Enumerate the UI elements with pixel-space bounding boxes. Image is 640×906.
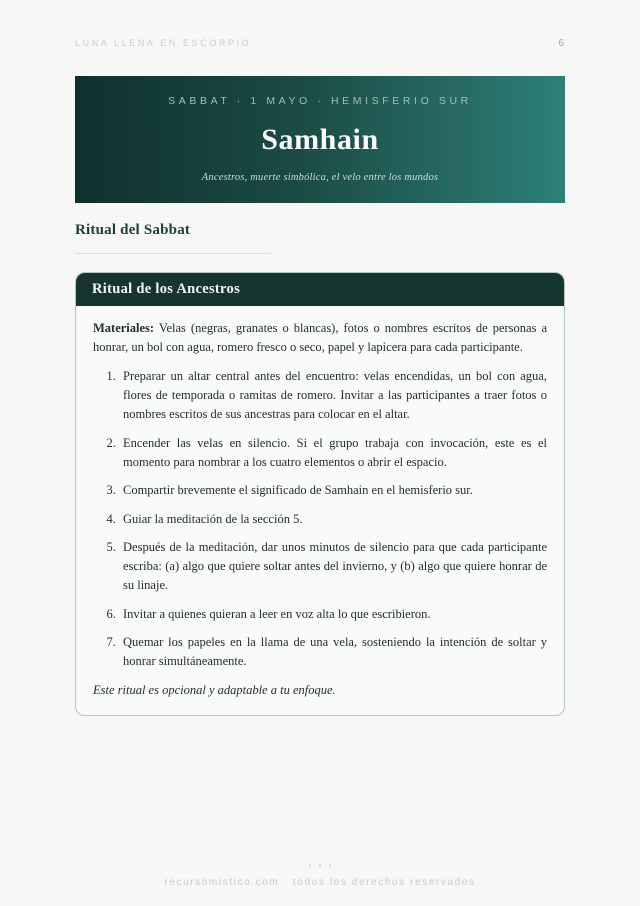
banner-title: Samhain	[261, 122, 379, 156]
page-number: 6	[558, 38, 565, 49]
running-header	[75, 38, 565, 49]
ritual-step-2: 2. Encender las velas en silencio. Si el grupo trabaja con invocación, este es el momento para nombrar a los cuatro elementos o abrir el espacio.	[119, 434, 547, 472]
ritual-step-5: 5. Después de la meditación, dar unos minutos de silencio para que cada participante escriba: (a) algo que quiere soltar antes del invierno, y (b) algo que quiere honrar de su linaje.	[119, 538, 547, 595]
ritual-note: Este ritual es opcional y adaptable a tu enfoque.	[93, 682, 336, 697]
ritual-card-title: Ritual de los Ancestros	[92, 281, 241, 297]
sabbat-banner	[75, 76, 565, 203]
materials-label: Materiales:	[93, 321, 155, 335]
pagination-next-icon[interactable]: ›	[328, 860, 332, 871]
footer-copyright: recursomistico.com · todos los derechos reservados	[164, 877, 476, 888]
pagination-dot-icon: •	[318, 862, 322, 870]
ritual-card-header	[76, 273, 564, 306]
ritual-step-4: 4. Guiar la meditación de la sección 5.	[119, 510, 547, 529]
pagination	[308, 861, 331, 871]
ritual-step-3: 3. Compartir brevemente el significado de Samhain en el hemisferio sur.	[119, 481, 547, 500]
ritual-card	[75, 272, 565, 716]
section-heading: Ritual del Sabbat	[75, 222, 191, 238]
running-title: LUNA LLENA EN ESCORPIO	[75, 38, 252, 48]
ritual-card-body	[76, 306, 564, 715]
section-divider	[75, 253, 271, 254]
banner-kicker: SABBAT · 1 MAYO · HEMISFERIO SUR	[168, 95, 472, 107]
ritual-step-6: 6. Invitar a quienes quieran a leer en voz alta lo que escribieron.	[119, 605, 547, 624]
ritual-step-1: 1. Preparar un altar central antes del encuentro: velas encendidas, un bol con agua, flores de temporada o ramitas de romero. Invitar a las participantes a traer fotos o nombres escritos de sus ancestras para colocar en el altar.	[119, 367, 547, 424]
materials-paragraph	[93, 319, 547, 357]
ritual-steps-list	[102, 367, 547, 671]
document-footer	[0, 855, 640, 888]
ritual-step-7: 7. Quemar los papeles en la llama de una vela, sosteniendo la intención de soltar y honrar simultáneamente.	[119, 633, 547, 671]
banner-subtitle: Ancestros, muerte simbólica, el velo entre los mundos	[201, 172, 439, 183]
materials-text: Velas (negras, granates o blancas), fotos o nombres escritos de personas a honrar, un bol con agua, romero fresco o seco, papel y lapicera para cada participante.	[93, 321, 547, 354]
pagination-prev-icon[interactable]: ‹	[308, 860, 312, 871]
